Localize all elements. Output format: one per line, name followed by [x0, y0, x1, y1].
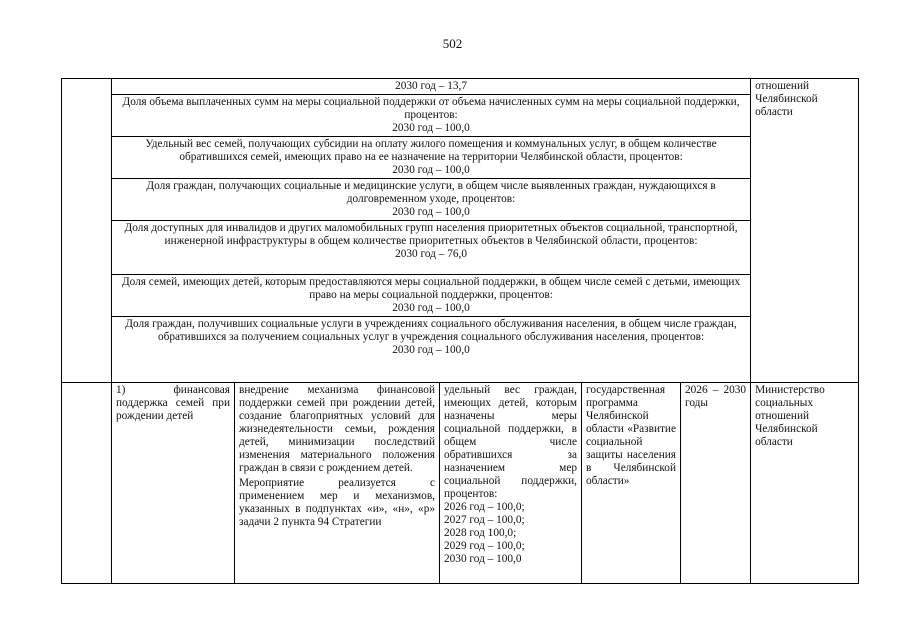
- period-cell: 2026 – 2030 годы: [681, 383, 751, 584]
- indicator-cell: [112, 317, 751, 383]
- empty-left-cell-bottom: [62, 383, 112, 584]
- executor-cell: Министерство социальных отношений Челябинской области: [751, 383, 859, 584]
- indicator-target-value: 2030 год – 13,7: [395, 80, 467, 92]
- indicator-cell: [112, 95, 751, 137]
- indicator-description: Доля семей, имеющих детей, которым предоставляются меры социальной поддержки, в общем числе семей с детьми, имеющих право на меры социальной поддержки, процентов:: [121, 276, 741, 301]
- empty-left-cell: [62, 79, 112, 383]
- indicator-cell: [112, 179, 751, 221]
- task-indicator-value: 2027 год – 100,0;: [444, 514, 525, 526]
- task-row: [62, 383, 859, 584]
- page-number: 502: [442, 36, 463, 51]
- task-indicator-value: 2029 год – 100,0;: [444, 540, 525, 552]
- indicator-description: Доля граждан, получивших социальные услуги в учреждениях социального обслуживания населения, в общем числе граждан, обратившихся за получением социальных услуг в учреждения социального обслуживания населения, процентов:: [125, 318, 737, 343]
- task-indicator-value: 2026 год – 100,0;: [444, 501, 525, 513]
- indicator-description: Доля объема выплаченных сумм на меры социальной поддержки от объема начисленных сумм на меры социальной поддержки, процентов:: [122, 96, 740, 121]
- indicator-row: [62, 317, 859, 383]
- indicator-target-value: 2030 год – 100,0: [392, 302, 470, 314]
- indicator-row: [62, 179, 859, 221]
- indicator-target-value: 2030 год – 76,0: [395, 248, 467, 260]
- strategy-table: [61, 78, 859, 584]
- indicator-description: Удельный вес семей, получающих субсидии на оплату жилого помещения и коммунальных услуг, в общем количестве обратившихся семей, имеющих право на ее назначение на территории Челябинской области, процентов:: [145, 138, 717, 163]
- measure-mechanism-note: Мероприятие реализуется с применением мер и механизмов, указанных в подпунктах «и», «н», «р» задачи 2 пункта 94 Стратегии: [239, 477, 435, 528]
- indicator-description: Доля доступных для инвалидов и других маломобильных групп населения приоритетных объектов социальной, транспортной, инженерной инфраструктуры в общем количестве приоритетных объектов в Челябинской области, процентов:: [124, 222, 738, 247]
- measure-description: внедрение механизма финансовой поддержки семей при рождении детей, создание благоприятных условий для жизнедеятельности семьи, рождения детей, минимизации последствий изменения материального положения граждан в связи с рождением детей.: [239, 384, 435, 474]
- indicator-row: [62, 275, 859, 317]
- task-cell: 1) финансовая поддержка семей при рождении детей: [112, 383, 235, 584]
- indicator-description: Доля граждан, получающих социальные и медицинские услуги, в общем числе выявленных граждан, нуждающихся в долговременном уходе, процентов:: [146, 180, 716, 205]
- task-indicator-value: 2028 год 100,0;: [444, 527, 517, 539]
- indicator-target-value: 2030 год – 100,0: [392, 344, 470, 356]
- indicator-row: [62, 79, 859, 95]
- indicator-row: [62, 95, 859, 137]
- indicator-target-value: 2030 год – 100,0: [392, 206, 470, 218]
- indicator-target-value: 2030 год – 100,0: [392, 122, 470, 134]
- task-indicator-text: удельный вес граждан, имеющих детей, которым назначены меры социальной поддержки, в общем числе обратившихся за назначением мер социальной поддержки, процентов:: [444, 384, 577, 500]
- indicator-row: [62, 221, 859, 275]
- task-indicator-value: 2030 год – 100,0: [444, 553, 522, 565]
- measure-cell: [235, 383, 440, 584]
- program-cell: государственная программа Челябинской области «Развитие социальной защиты населения в Челябинской области»: [582, 383, 681, 584]
- executor-cell-continued: отношений Челябинской области: [751, 79, 859, 383]
- task-indicator-cell: [440, 383, 582, 584]
- indicator-cell: [112, 275, 751, 317]
- indicator-target-value: 2030 год – 100,0: [392, 164, 470, 176]
- indicator-cell: [112, 137, 751, 179]
- indicator-cell: [112, 221, 751, 275]
- indicator-cell: [112, 79, 751, 95]
- indicator-row: [62, 137, 859, 179]
